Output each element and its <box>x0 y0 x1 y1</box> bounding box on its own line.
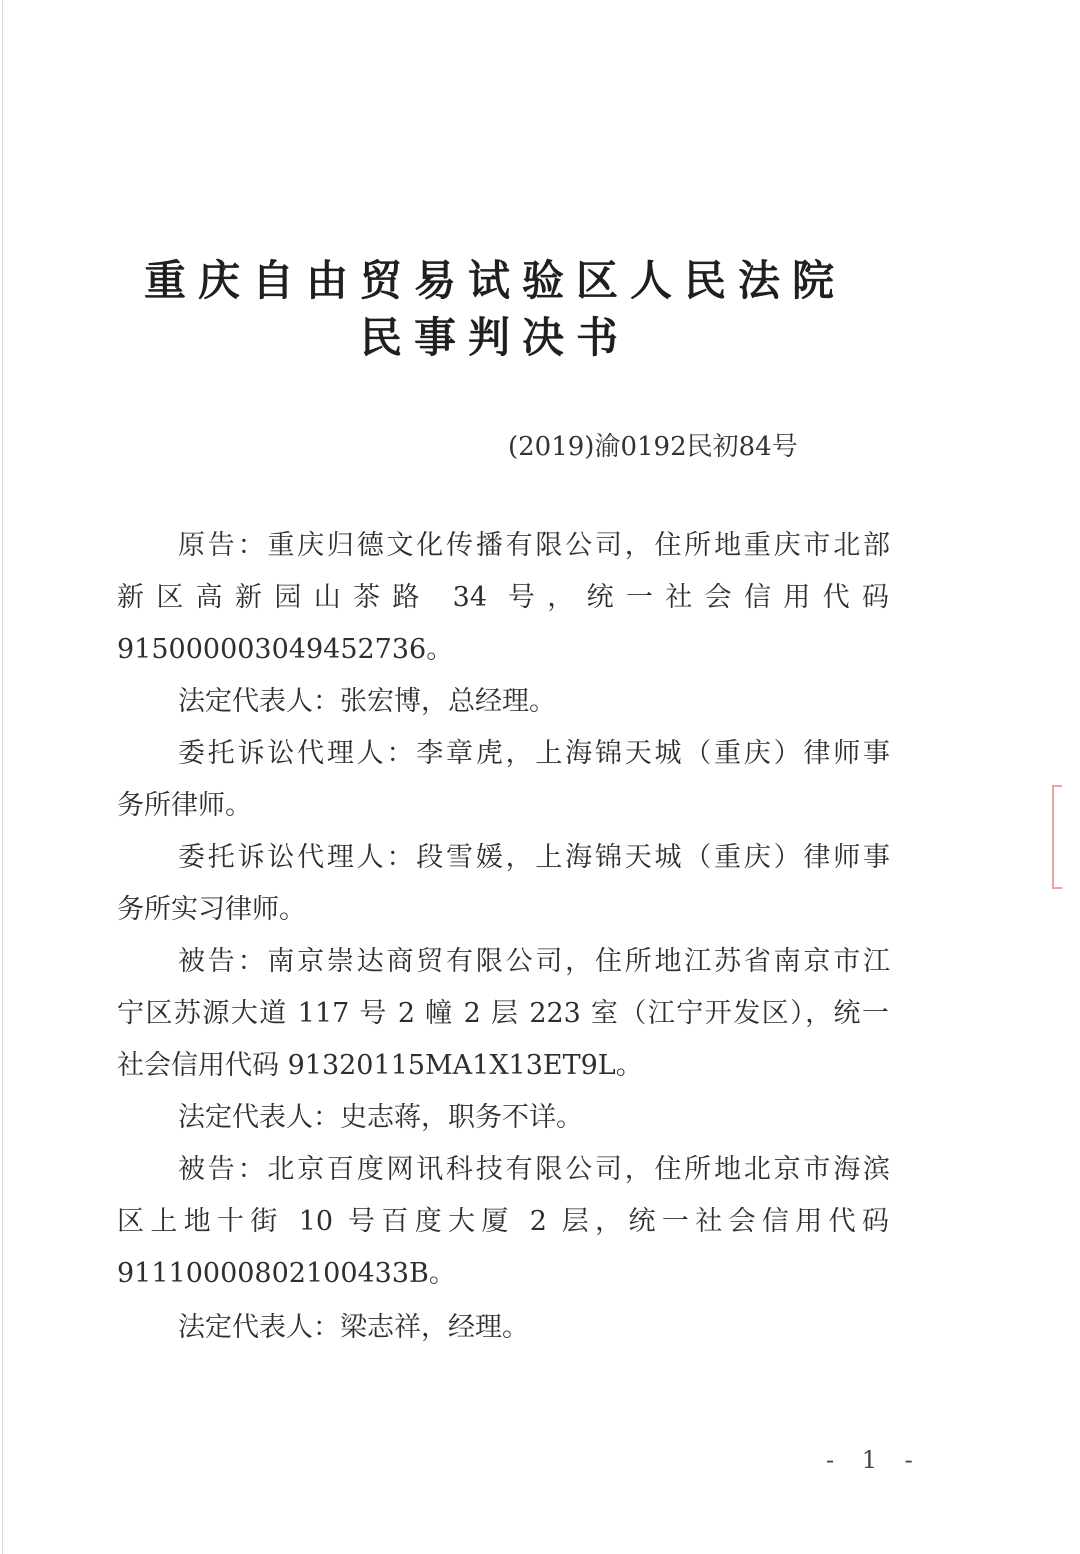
page-number: - 1 - <box>826 1446 923 1474</box>
case-number: (2019)渝0192民初84号 <box>508 432 798 462</box>
defendant-1-legal-representative: 法定代表人：史志蒋，职务不详。 <box>178 1102 583 1133</box>
defendant-1-line: 被告：南京崇达商贸有限公司，住所地江苏省南京市江 <box>178 946 890 977</box>
red-seal-edge-mark <box>1052 785 1062 889</box>
agent-1-line: 委托诉讼代理人：李章虎，上海锦天城（重庆）律师事 <box>178 738 890 769</box>
agent-2-line: 委托诉讼代理人：段雪媛，上海锦天城（重庆）律师事 <box>178 842 890 873</box>
plaintiff-address-line: 新区高新园山茶路 34 号，统一社会信用代码 <box>117 582 889 613</box>
defendant-2-address-line: 区上地十街 10 号百度大厦 2 层，统一社会信用代码 <box>117 1206 889 1237</box>
agent-1-continued: 务所律师。 <box>117 790 252 821</box>
plaintiff-legal-representative: 法定代表人：张宏博，总经理。 <box>178 686 556 717</box>
defendant-2-credit-code: 91110000802100433B。 <box>117 1258 456 1289</box>
document-type-title: 民事判决书 <box>359 313 630 362</box>
plaintiff-credit-code: 915000003049452736。 <box>117 634 454 665</box>
defendant-1-address-line: 宁区苏源大道 117 号 2 幢 2 层 223 室（江宁开发区），统一 <box>117 998 889 1029</box>
agent-2-continued: 务所实习律师。 <box>117 894 306 925</box>
defendant-2-legal-representative: 法定代表人：梁志祥，经理。 <box>178 1312 529 1343</box>
page-left-edge <box>2 0 3 1554</box>
plaintiff-line: 原告：重庆归德文化传播有限公司，住所地重庆市北部 <box>178 530 890 561</box>
defendant-1-credit-code: 社会信用代码 91320115MA1X13ET9L。 <box>117 1050 643 1081</box>
court-name-title: 重庆自由贸易试验区人民法院 <box>143 256 846 305</box>
defendant-2-line: 被告：北京百度网讯科技有限公司，住所地北京市海滨 <box>178 1154 890 1185</box>
